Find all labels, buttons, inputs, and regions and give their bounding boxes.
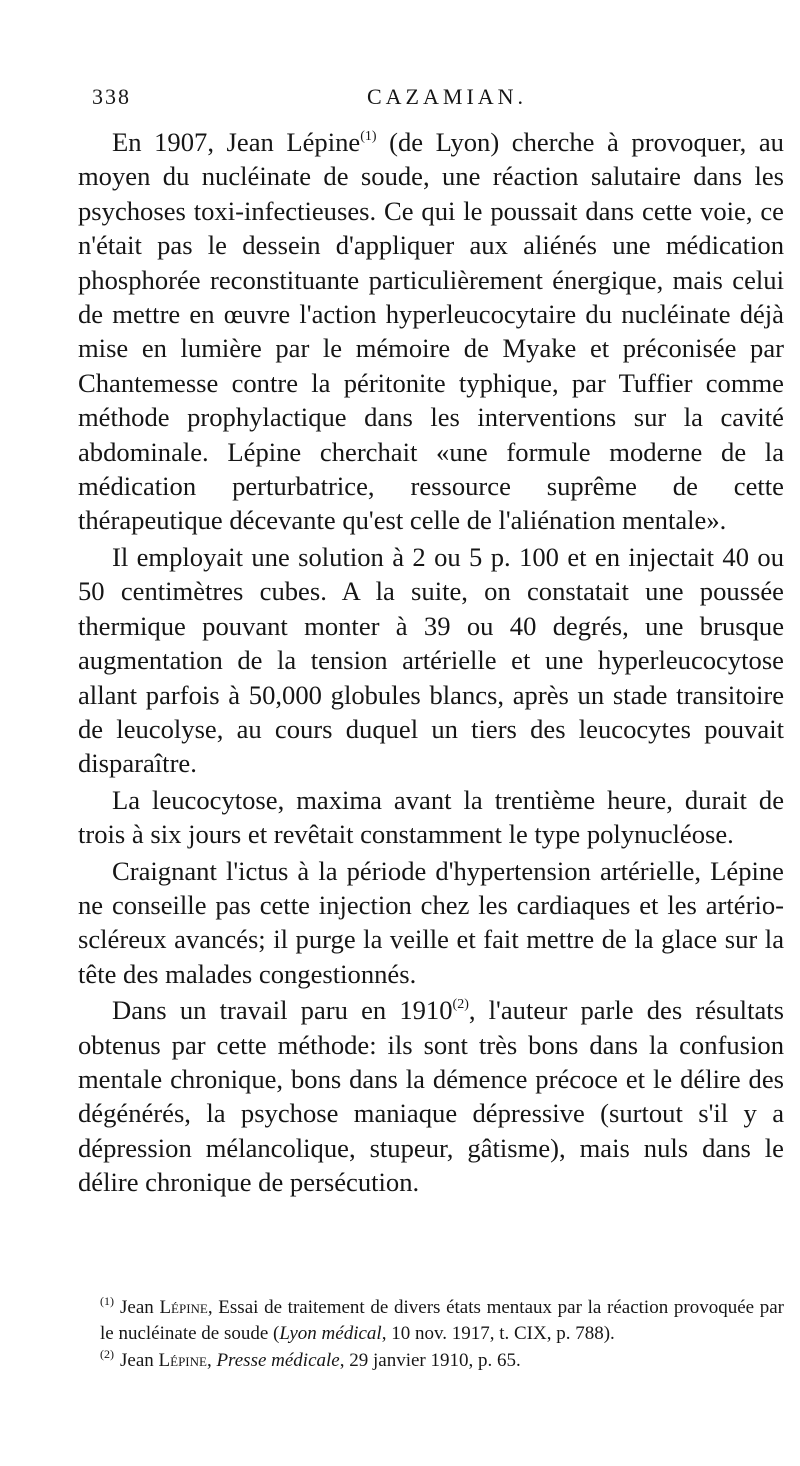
- footnote-2-text-b: , 29 janvier 1910, p. 65.: [339, 1350, 521, 1371]
- footnote-1-mark: (1): [100, 1294, 114, 1308]
- footnotes: [100, 1295, 784, 1374]
- footnote-2: [100, 1348, 784, 1374]
- paragraph-1-text-start: En 1907, Jean Lépine: [112, 127, 361, 157]
- page-number: 338: [92, 84, 131, 109]
- footnote-2-author-last: Lépine: [158, 1350, 207, 1371]
- paragraph-4: Craignant l'ictus à la période d'hypertension artérielle, Lépine ne conseille pas cette injection chez les cardiaques et les artério-scléreux avancés; il purge la veille et fait mettre de la glace sur la tête des malades congestionnés.: [78, 855, 784, 989]
- body-text: [78, 125, 784, 1200]
- footnote-2-text-a: ,: [206, 1350, 217, 1371]
- footnote-1-text-a: , Essai de traitement de divers états mentaux par la réaction provoquée par le nucléinate de soude (: [100, 1297, 784, 1344]
- footnote-ref-2: (2): [452, 997, 469, 1013]
- paragraph-5: [78, 993, 784, 1199]
- running-head: [92, 84, 782, 114]
- footnote-1-journal: Lyon médical: [279, 1322, 382, 1344]
- paragraph-2: Il employait une solution à 2 ou 5 p. 100 et en injectait 40 ou 50 centimètres cubes. A la suite, on constatait une poussée thermique pouvant monter à 39 ou 40 degrés, une brusque augmentation de la tension artérielle et une hyperleucocytose allant parfois à 50,000 globules blancs, après un stade transitoire de leucolyse, au cours duquel un tiers des leucocytes pouvait disparaître.: [78, 541, 784, 779]
- footnote-1-author-first: Jean: [120, 1297, 160, 1318]
- footnote-1: [100, 1295, 784, 1346]
- paragraph-1-text-rest: (de Lyon) cherche à provoquer, au moyen du nucléinate de soude, une réaction salutaire dans les psychoses toxi-infectieuses. Ce qui le poussait dans cette voie, ce n'était pas le dessein d'appliquer aux aliénés une médication phosphorée reconstituante particulièrement énergique, mais celui de mettre en œuvre l'action hyperleucocytaire du nucléinate déjà mise en lumière par le mémoire de Myake et préconisée par Chantemesse contre la péritonite typhique, par Tuffier comme méthode prophylactique dans les interventions sur la cavité abdominale. Lépine cherchait «une formule moderne de la médication perturbatrice, ressource suprême de cette thérapeutique décevante qu'est celle de l'aliénation mentale».: [78, 127, 784, 536]
- footnote-2-author-first: Jean: [120, 1350, 159, 1371]
- footnote-2-journal: Presse médicale: [216, 1350, 340, 1371]
- paragraph-5-text-rest: , l'auteur parle des résultats obtenus par cette méthode: ils sont très bons dans la confusion mentale chronique, bons dans la démence précoce et le délire des dégénérés, la psychose maniaque dépressive (surtout s'il y a dépression mélancolique, stupeur, gâtisme), mais nuls dans le délire chronique de persécution.: [78, 995, 784, 1198]
- footnote-ref-1: (1): [360, 129, 377, 144]
- paragraph-1: [78, 125, 784, 538]
- paragraph-5-text-start: Dans un travail paru en 1910: [112, 995, 453, 1026]
- footnote-1-author-last: Lépine: [159, 1297, 208, 1318]
- running-title: CAZAMIAN.: [367, 84, 528, 109]
- paragraph-3: La leucocytose, maxima avant la trentième heure, durait de trois à six jours et revêtait constamment le type polynucléose.: [78, 784, 784, 850]
- footnote-1-text-b: , 10 nov. 1917, t. CIX, p. 788).: [381, 1322, 615, 1344]
- footnote-2-mark: (2): [100, 1347, 114, 1361]
